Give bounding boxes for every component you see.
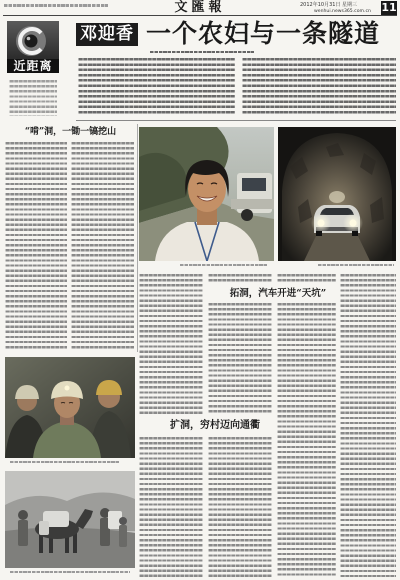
issue-date: 2012年10月31日 星期三: [300, 2, 358, 8]
page-number: 11: [381, 1, 397, 14]
body-text-column: [71, 142, 134, 350]
column-logo: [7, 21, 59, 73]
column-divider: [137, 124, 138, 352]
headline: 一个农妇与一条隧道: [146, 19, 381, 48]
body-text-column: [208, 303, 272, 414]
body-text-column: [139, 274, 203, 414]
body-text-column: [340, 274, 396, 578]
body-text-column: [139, 437, 203, 578]
body-text-column: [208, 437, 272, 578]
lead-rule: [76, 120, 396, 121]
body-text-column: [208, 274, 272, 284]
header-contact-info: [4, 4, 108, 7]
lead-text-column: [78, 58, 235, 115]
body-text-column: [277, 274, 336, 284]
body-text-column: [277, 303, 336, 578]
column-name: 近距离: [13, 59, 53, 73]
portrait-photo: [139, 127, 274, 261]
lead-text-column: [242, 58, 396, 115]
section-heading-1: “啃”洞，一锄一镐挖山: [24, 127, 117, 137]
photo-caption: [318, 264, 394, 266]
masthead: 文匯報: [174, 0, 226, 15]
section-heading-3: 扩洞，穷村迈向通衢: [170, 420, 260, 431]
workers-photo: [5, 357, 135, 458]
title-name-box: 邓迎香: [76, 23, 138, 46]
section-heading-2: 拓洞，汽车开进“天坑”: [229, 288, 327, 299]
photo-caption: [10, 461, 120, 463]
pack-horse-photo: [5, 471, 135, 568]
tunnel-car-photo: [278, 127, 396, 261]
website: wenhui.news365.com.cn: [314, 8, 371, 14]
byline: [150, 51, 254, 53]
photo-caption: [180, 264, 268, 266]
photo-caption: [10, 571, 130, 573]
body-text-column: [5, 142, 67, 350]
header-rule: [3, 15, 397, 16]
editor-credits: [9, 80, 57, 116]
